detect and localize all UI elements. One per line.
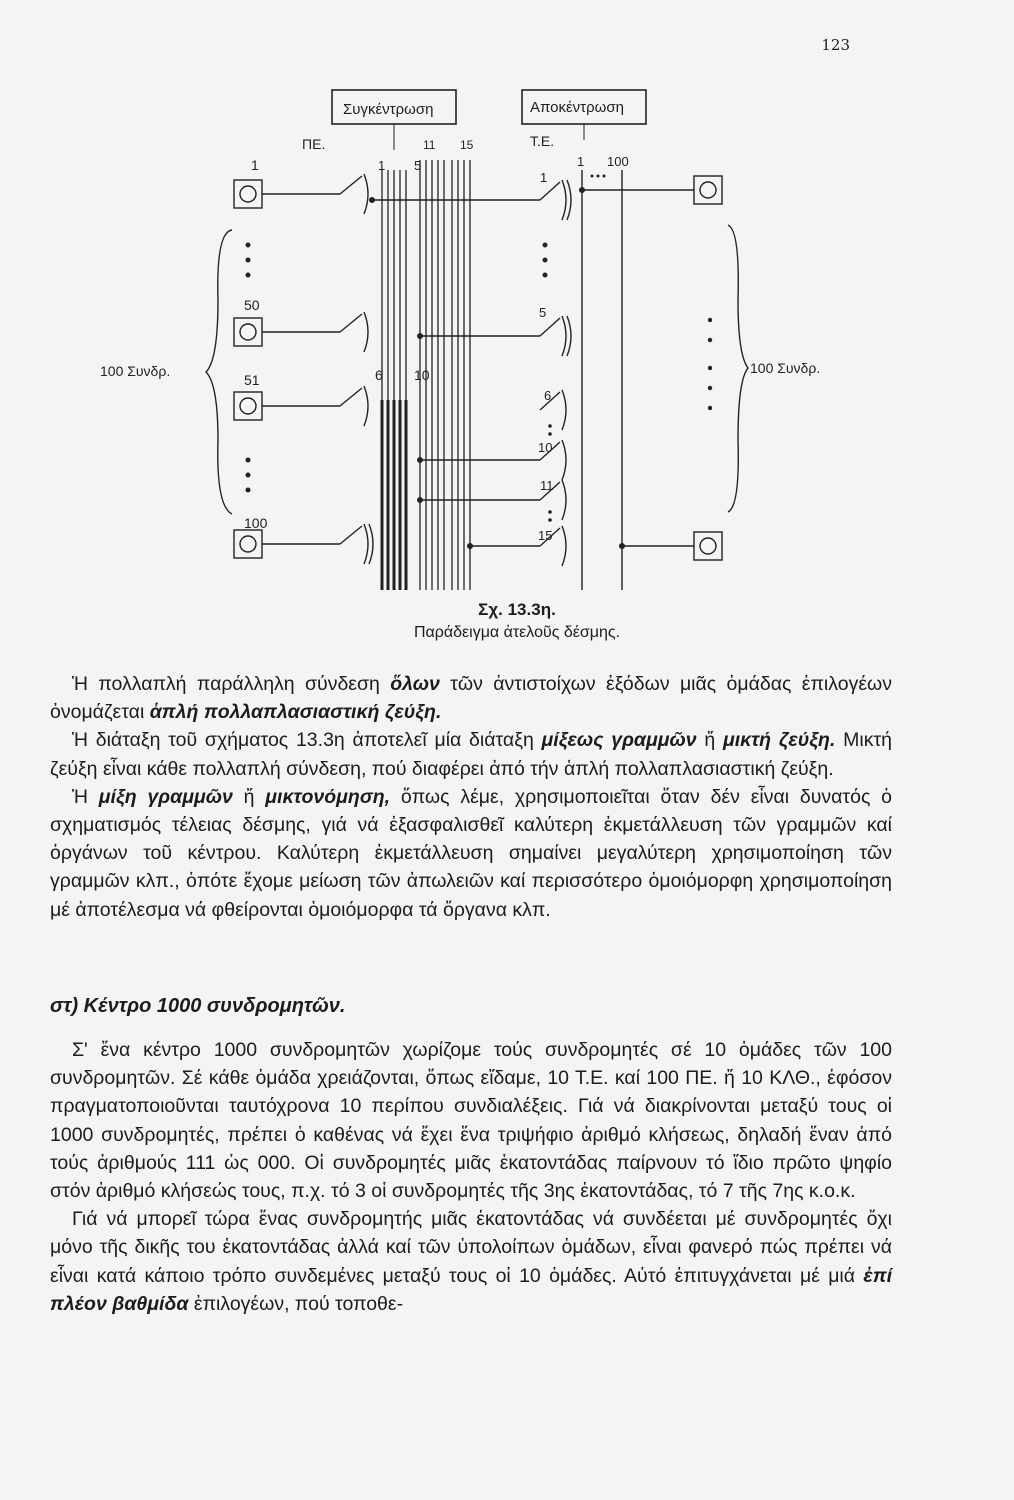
subscriber-right-top bbox=[694, 176, 722, 204]
num-1-right-top: 1 bbox=[577, 154, 585, 169]
paragraph bbox=[50, 1036, 892, 1205]
section-heading: στ) Κέντρο 1000 συνδρομητῶν. bbox=[50, 995, 346, 1017]
text-block-1 bbox=[50, 670, 892, 924]
emphasis-text: ὅλων bbox=[390, 673, 440, 695]
box-deconcentration-label: Αποκέντρωση bbox=[530, 99, 624, 116]
figure-caption-title: Παράδειγμα ἀτελοῦς δέσμης. bbox=[413, 624, 621, 641]
num-1-top: 1 bbox=[378, 158, 386, 173]
text-run: Ἡ bbox=[72, 785, 99, 808]
paragraph bbox=[50, 1205, 892, 1318]
label-te: Τ.Ε. bbox=[530, 133, 555, 149]
num-11: 11 bbox=[423, 138, 436, 152]
left-brace bbox=[206, 230, 232, 514]
text-run: Μικτή ζεύξη εἶναι κάθε πολλαπλή σύνδεση, πού διαφέρει ἀπό τήν ἁπλή πολλαπλασιαστική ζεύξη. bbox=[50, 729, 893, 780]
brace-right-label: 100 Συνδρ. bbox=[750, 360, 821, 376]
rsw-num-15: 15 bbox=[538, 528, 553, 543]
rsw-num-6: 6 bbox=[544, 388, 552, 403]
emphasis-text: μίξη γραμμῶν bbox=[98, 785, 233, 808]
subscriber-left-51 bbox=[234, 392, 262, 420]
rsw-num-10: 10 bbox=[538, 440, 553, 455]
page-number: 123 bbox=[821, 36, 850, 54]
text-run: Σ' ἕνα κέντρο 1000 συνδρομητῶν χωρίζομε τούς συνδρομητές σέ 10 ὁμάδες τῶν 100 συνδρομητῶν. Σέ κάθε ὁμάδα χρειάζονται, ὅπως εἴδαμε, 10 Τ.Ε. καί 100 ΠΕ. ἤ 10 ΚΛΘ., ἐφόσον πραγματοποιοῦνται ταυτόχρονα 10 περίπου συνδιαλέξεις. Γιά νά διακρίνονται μεταξύ τους οἱ 1000 συνδρομητές, πρέπει ὁ καθένας νά ἔχει ἕνα τριψήφιο ἀριθμό κλήσεως, δηλαδή ἕναν ἀπό τούς ἀριθμούς 111 ὡς 000. Οἱ συνδρομητές μιᾶς ἑκατοντάδας παίρνουν τό ἴδιο πρῶτο ψηφίο στόν ἀριθμό κλήσεώς τους, π.χ. τό 3 οἱ συνδρομητές τῆς 3ης ἑκατοντάδας, τό 7 τῆς 7ης κ.ο.κ. bbox=[50, 1039, 892, 1203]
sub-num-1: 1 bbox=[251, 157, 259, 173]
paragraph bbox=[50, 670, 892, 726]
text-block-2 bbox=[50, 1036, 892, 1318]
right-brace bbox=[728, 225, 748, 512]
paragraph bbox=[50, 726, 892, 782]
emphasis-text: ἐπί πλέον βαθμίδα bbox=[50, 1264, 892, 1315]
subscriber-right-bottom bbox=[694, 532, 722, 560]
subscriber-left-100 bbox=[234, 530, 262, 558]
text-run: Γιά νά μπορεῖ τώρα ἕνας συνδρομητής μιᾶς ἑκατοντάδας νά συνδέεται μέ συνδρομητές ὄχι μόνο τῆς δικῆς του ἑκατοντάδας ἀλλά καί τῶν ὑπολοίπων ὁμάδων, εἶναι φανερό πώς πρέπει νά εἶναι κατά κάποιο τρόπο συνδεμένες μεταξύ τους οἱ 10 ὁμάδες. Αὐτό ἐπιτυγχάνεται μέ μιά bbox=[50, 1208, 892, 1287]
text-run: ἤ bbox=[696, 729, 723, 752]
sub-num-50: 50 bbox=[244, 297, 260, 313]
mid-num-10: 10 bbox=[414, 367, 430, 383]
text-run: ἐπιλογέων, πού τοποθε- bbox=[188, 1292, 404, 1315]
mid-num-6: 6 bbox=[375, 367, 383, 383]
figure-caption-number: Σχ. 13.3η. bbox=[478, 600, 556, 619]
text-run: Ἡ διάταξη τοῦ σχήματος 13.3η ἀποτελεῖ μία διάταξη bbox=[72, 729, 542, 752]
rsw-num-1: 1 bbox=[540, 170, 548, 185]
subscriber-left-50 bbox=[234, 318, 262, 346]
emphasis-text: μικτή ζεύξη. bbox=[722, 729, 836, 752]
emphasis-text: ἁπλή πολλαπλασιαστική ζεύξη. bbox=[149, 701, 442, 724]
text-run: ἤ bbox=[232, 785, 266, 808]
text-run: Ἡ πολλαπλή παράλληλη σύνδεση bbox=[72, 673, 391, 695]
sub-num-51: 51 bbox=[244, 372, 260, 388]
emphasis-text: μικτονόμηση, bbox=[265, 785, 391, 808]
num-5-top: 5 bbox=[414, 158, 422, 173]
rsw-num-5: 5 bbox=[539, 305, 547, 320]
label-pe: ΠΕ. bbox=[302, 136, 326, 152]
emphasis-text: μίξεως γραμμῶν bbox=[541, 729, 697, 752]
box-concentration-label: Συγκέντρωση bbox=[343, 101, 434, 118]
num-15: 15 bbox=[460, 138, 474, 152]
sub-num-100: 100 bbox=[244, 515, 268, 531]
text-run: τῶν ἀντιστοίχων ἐξόδων μιᾶς ὁμάδας ἐπιλογέων ὀνομάζεται bbox=[50, 673, 892, 724]
rsw-num-11: 11 bbox=[540, 478, 554, 493]
subscriber-left-1 bbox=[234, 180, 262, 208]
paragraph bbox=[50, 783, 892, 924]
brace-left-label: 100 Συνδρ. bbox=[100, 363, 171, 379]
text-run: ὅπως λέμε, χρησιμοποιεῖται ὅταν δέν εἶναι δυνατός ὁ σχηματισμός τέλειας δέσμης, γιά νά ἐξασφαλισθεῖ καλύτερη ἐκμετάλλευση τῶν γραμμῶν καί ὀργάνων τοῦ κέντρου. Καλύτερη ἐκμετάλλευση σημαίνει μεγαλύτερη χρησιμοποίηση τῶν γραμμῶν κλπ., ὁπότε ἔχομε μείωση τῶν ἀπωλειῶν καί περισσότερο ὁμοιόμορφη χρησιμοποίηση μέ ἀποτέλεσμα νά φθείρονται ὁμοιόμορφα τά ὄργανα κλπ. bbox=[50, 785, 893, 921]
figure-incomplete-group-diagram bbox=[0, 0, 1014, 600]
num-100-right-top: 100 bbox=[607, 154, 629, 169]
